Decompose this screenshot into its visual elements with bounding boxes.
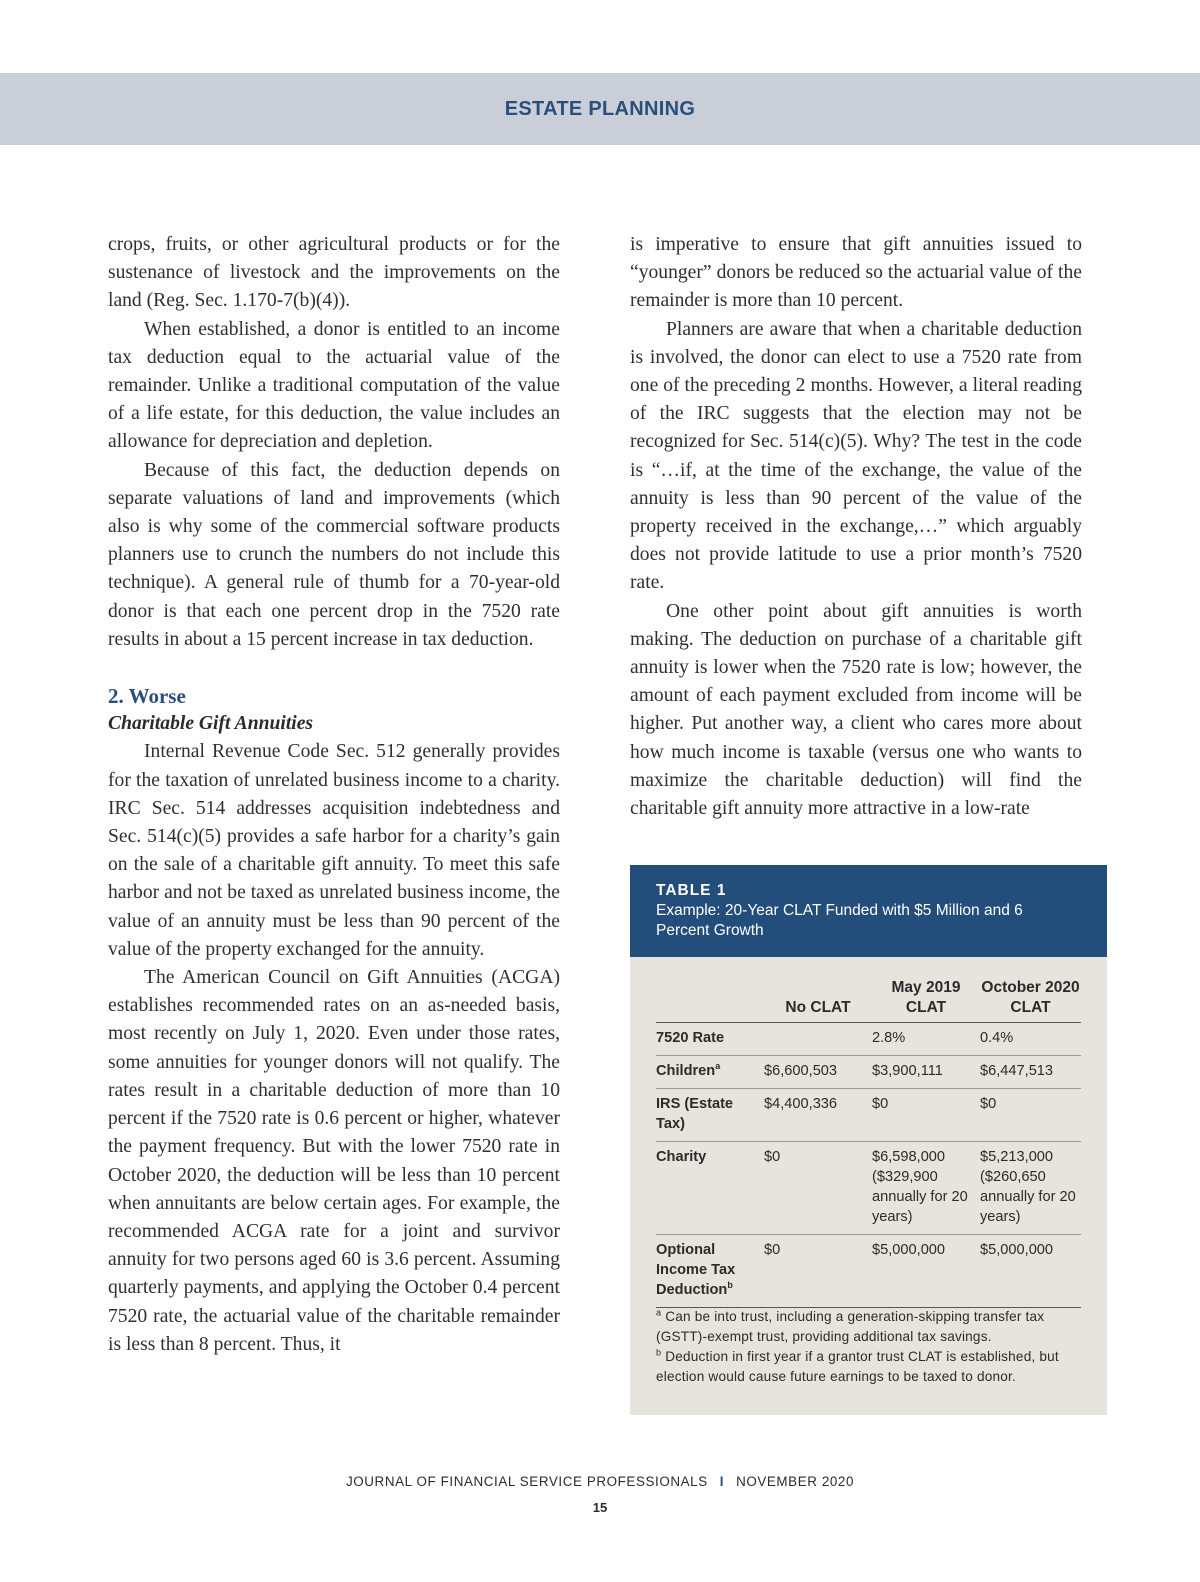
paragraph: Because of this fact, the deduction depends on separate valuations of land and improvements (which also is why some of the commercial software products planners use to crunch the numbers do not include this technique). A general rule of thumb for a 70-year-old donor is that each one percent drop in the 7520 rate results in about a 15 percent increase in tax deduction. xyxy=(108,459,560,650)
cell-may-2019: 2.8% xyxy=(872,1023,980,1056)
row-label: Children$^a$ xyxy=(656,1056,764,1089)
table-header-row xyxy=(656,978,1081,1023)
right-column xyxy=(630,231,1082,823)
table-title-bar xyxy=(630,865,1107,957)
section-banner xyxy=(0,73,1200,145)
paragraph: Internal Revenue Code Sec. 512 generally provides for the taxation of unrelated business income to a charity. IRC Sec. 514 addresses acquisition indebtedness and Sec. 514(c)(5) provides a safe harbor for a charity’s gain on the sale of a charitable gift annuity. To meet this safe harbor and not be taxed as unrelated business income, the value of an annuity must be less than 90 percent of the value of the property exchanged for the annuity. xyxy=(108,741,560,960)
paragraph: Planners are aware that when a charitable deduction is involved, the donor can elect to use a 7520 rate from one of the preceding 2 months. However, a literal reading of the IRC suggests that the election may not be recognized for Sec. 514(c)(5). Why? The test in the code is “…if, at the time of the exchange, the value of the annuity is less than 90 percent of the value of the property received in the exchange,…” which arguably does not provide latitude to use a prior month’s 7520 rate. xyxy=(630,318,1082,594)
row-label: Optional Income Tax Deduction$^b$ xyxy=(656,1235,764,1308)
footnote: $^a$ Can be into trust, including a generation-skipping transfer tax (GSTT)-exempt trust, providing additional tax savings. xyxy=(656,1307,1045,1344)
paragraph: The American Council on Gift Annuities (ACGA) establishes recommended rates on an as-needed basis, most recently on July 1, 2020. Even under those rates, some annuities for younger donors will not qualify. The rates result in a charitable deduction of more than 10 percent if the 7520 rate is 0.6 percent or higher, whatever the payment frequency. But with the lower 7520 rate in October 2020, the deduction will be less than 10 percent when annuitants are below certain ages. For example, the recommended ACGA rate for a joint and survivor annuity for two persons aged 60 is 3.6 percent. Assuming quarterly payments, and applying the October 0.4 percent 7520 rate, the actuarial value of the charitable remainder is less than 8 percent. Thus, it xyxy=(108,967,560,1355)
table-row xyxy=(656,1089,1081,1142)
table-row xyxy=(656,1056,1081,1089)
clat-table xyxy=(656,978,1081,1308)
cell-oct-2020: $5,213,000 ($260,650 annually for 20 years) xyxy=(980,1142,1081,1235)
cell-may-2019: $0 xyxy=(872,1089,980,1142)
cell-no-clat: $6,600,503 xyxy=(764,1056,872,1089)
footnote-mark: b xyxy=(727,1280,733,1291)
cell-no-clat: $0 xyxy=(764,1142,872,1235)
table-caption: Example: 20-Year CLAT Funded with $5 Million and 6 Percent Growth xyxy=(656,902,1023,939)
cell-no-clat xyxy=(764,1023,872,1056)
column-header: May 2019 CLAT xyxy=(872,978,980,1023)
cell-may-2019: $5,000,000 xyxy=(872,1235,980,1308)
footnote-mark: a xyxy=(715,1061,721,1072)
left-column xyxy=(108,231,560,1359)
journal-name: JOURNAL OF FINANCIAL SERVICE PROFESSIONALS xyxy=(345,1474,708,1489)
footnote: $^b$ Deduction in first year if a grantor trust CLAT is established, but election would cause future earnings to be taxed to donor. xyxy=(656,1347,1059,1384)
footnote-mark: b xyxy=(656,1347,662,1358)
cell-no-clat: $0 xyxy=(764,1235,872,1308)
column-header: October 2020 CLAT xyxy=(980,978,1081,1023)
cell-oct-2020: $0 xyxy=(980,1089,1081,1142)
section-title: ESTATE PLANNING xyxy=(504,97,696,120)
column-header xyxy=(656,978,764,1023)
footer-separator: I xyxy=(719,1474,725,1489)
table-label: TABLE 1 xyxy=(656,882,727,899)
page-number: 15 xyxy=(592,1500,608,1515)
cell-may-2019: $3,900,111 xyxy=(872,1056,980,1089)
table-box xyxy=(630,865,1107,1415)
page-footer xyxy=(0,1474,1200,1489)
row-label: 7520 Rate xyxy=(656,1023,764,1056)
table-row xyxy=(656,1235,1081,1308)
cell-may-2019: $6,598,000 ($329,900 annually for 20 years) xyxy=(872,1142,980,1235)
section-heading: 2. Worse xyxy=(108,684,186,709)
cell-oct-2020: $6,447,513 xyxy=(980,1056,1081,1089)
row-label: Charity xyxy=(656,1142,764,1235)
cell-no-clat: $4,400,336 xyxy=(764,1089,872,1142)
paragraph: One other point about gift annuities is worth making. The deduction on purchase of a charitable gift annuity is lower when the 7520 rate is low; however, the amount of each payment excluded from income will be higher. Put another way, a client who cares more about how much income is taxable (versus one who wants to maximize the charitable deduction) will find the charitable gift annuity more attractive in a low-rate xyxy=(630,600,1082,820)
paragraph: When established, a donor is entitled to an income tax deduction equal to the actuarial value of the remainder. Unlike a traditional computation of the value of a life estate, for this deduction, the value includes an allowance for depreciation and depletion. xyxy=(108,318,560,453)
paragraph: is imperative to ensure that gift annuities issued to “younger” donors be reduced so the actuarial value of the remainder is more than 10 percent. xyxy=(630,234,1082,312)
table-footnotes xyxy=(656,1307,1086,1387)
subheading: Charitable Gift Annuities xyxy=(108,713,314,735)
footnote-mark: a xyxy=(656,1307,662,1318)
issue-date: NOVEMBER 2020 xyxy=(736,1474,855,1489)
table-body xyxy=(656,978,1081,1308)
column-header: No CLAT xyxy=(764,978,872,1023)
row-label: IRS (Estate Tax) xyxy=(656,1089,764,1142)
table-row xyxy=(656,1023,1081,1056)
cell-oct-2020: 0.4% xyxy=(980,1023,1081,1056)
cell-oct-2020: $5,000,000 xyxy=(980,1235,1081,1308)
table-row xyxy=(656,1142,1081,1235)
paragraph: crops, fruits, or other agricultural products or for the sustenance of livestock and the improvements on the land (Reg. Sec. 1.170-7(b)(4)). xyxy=(108,234,560,312)
